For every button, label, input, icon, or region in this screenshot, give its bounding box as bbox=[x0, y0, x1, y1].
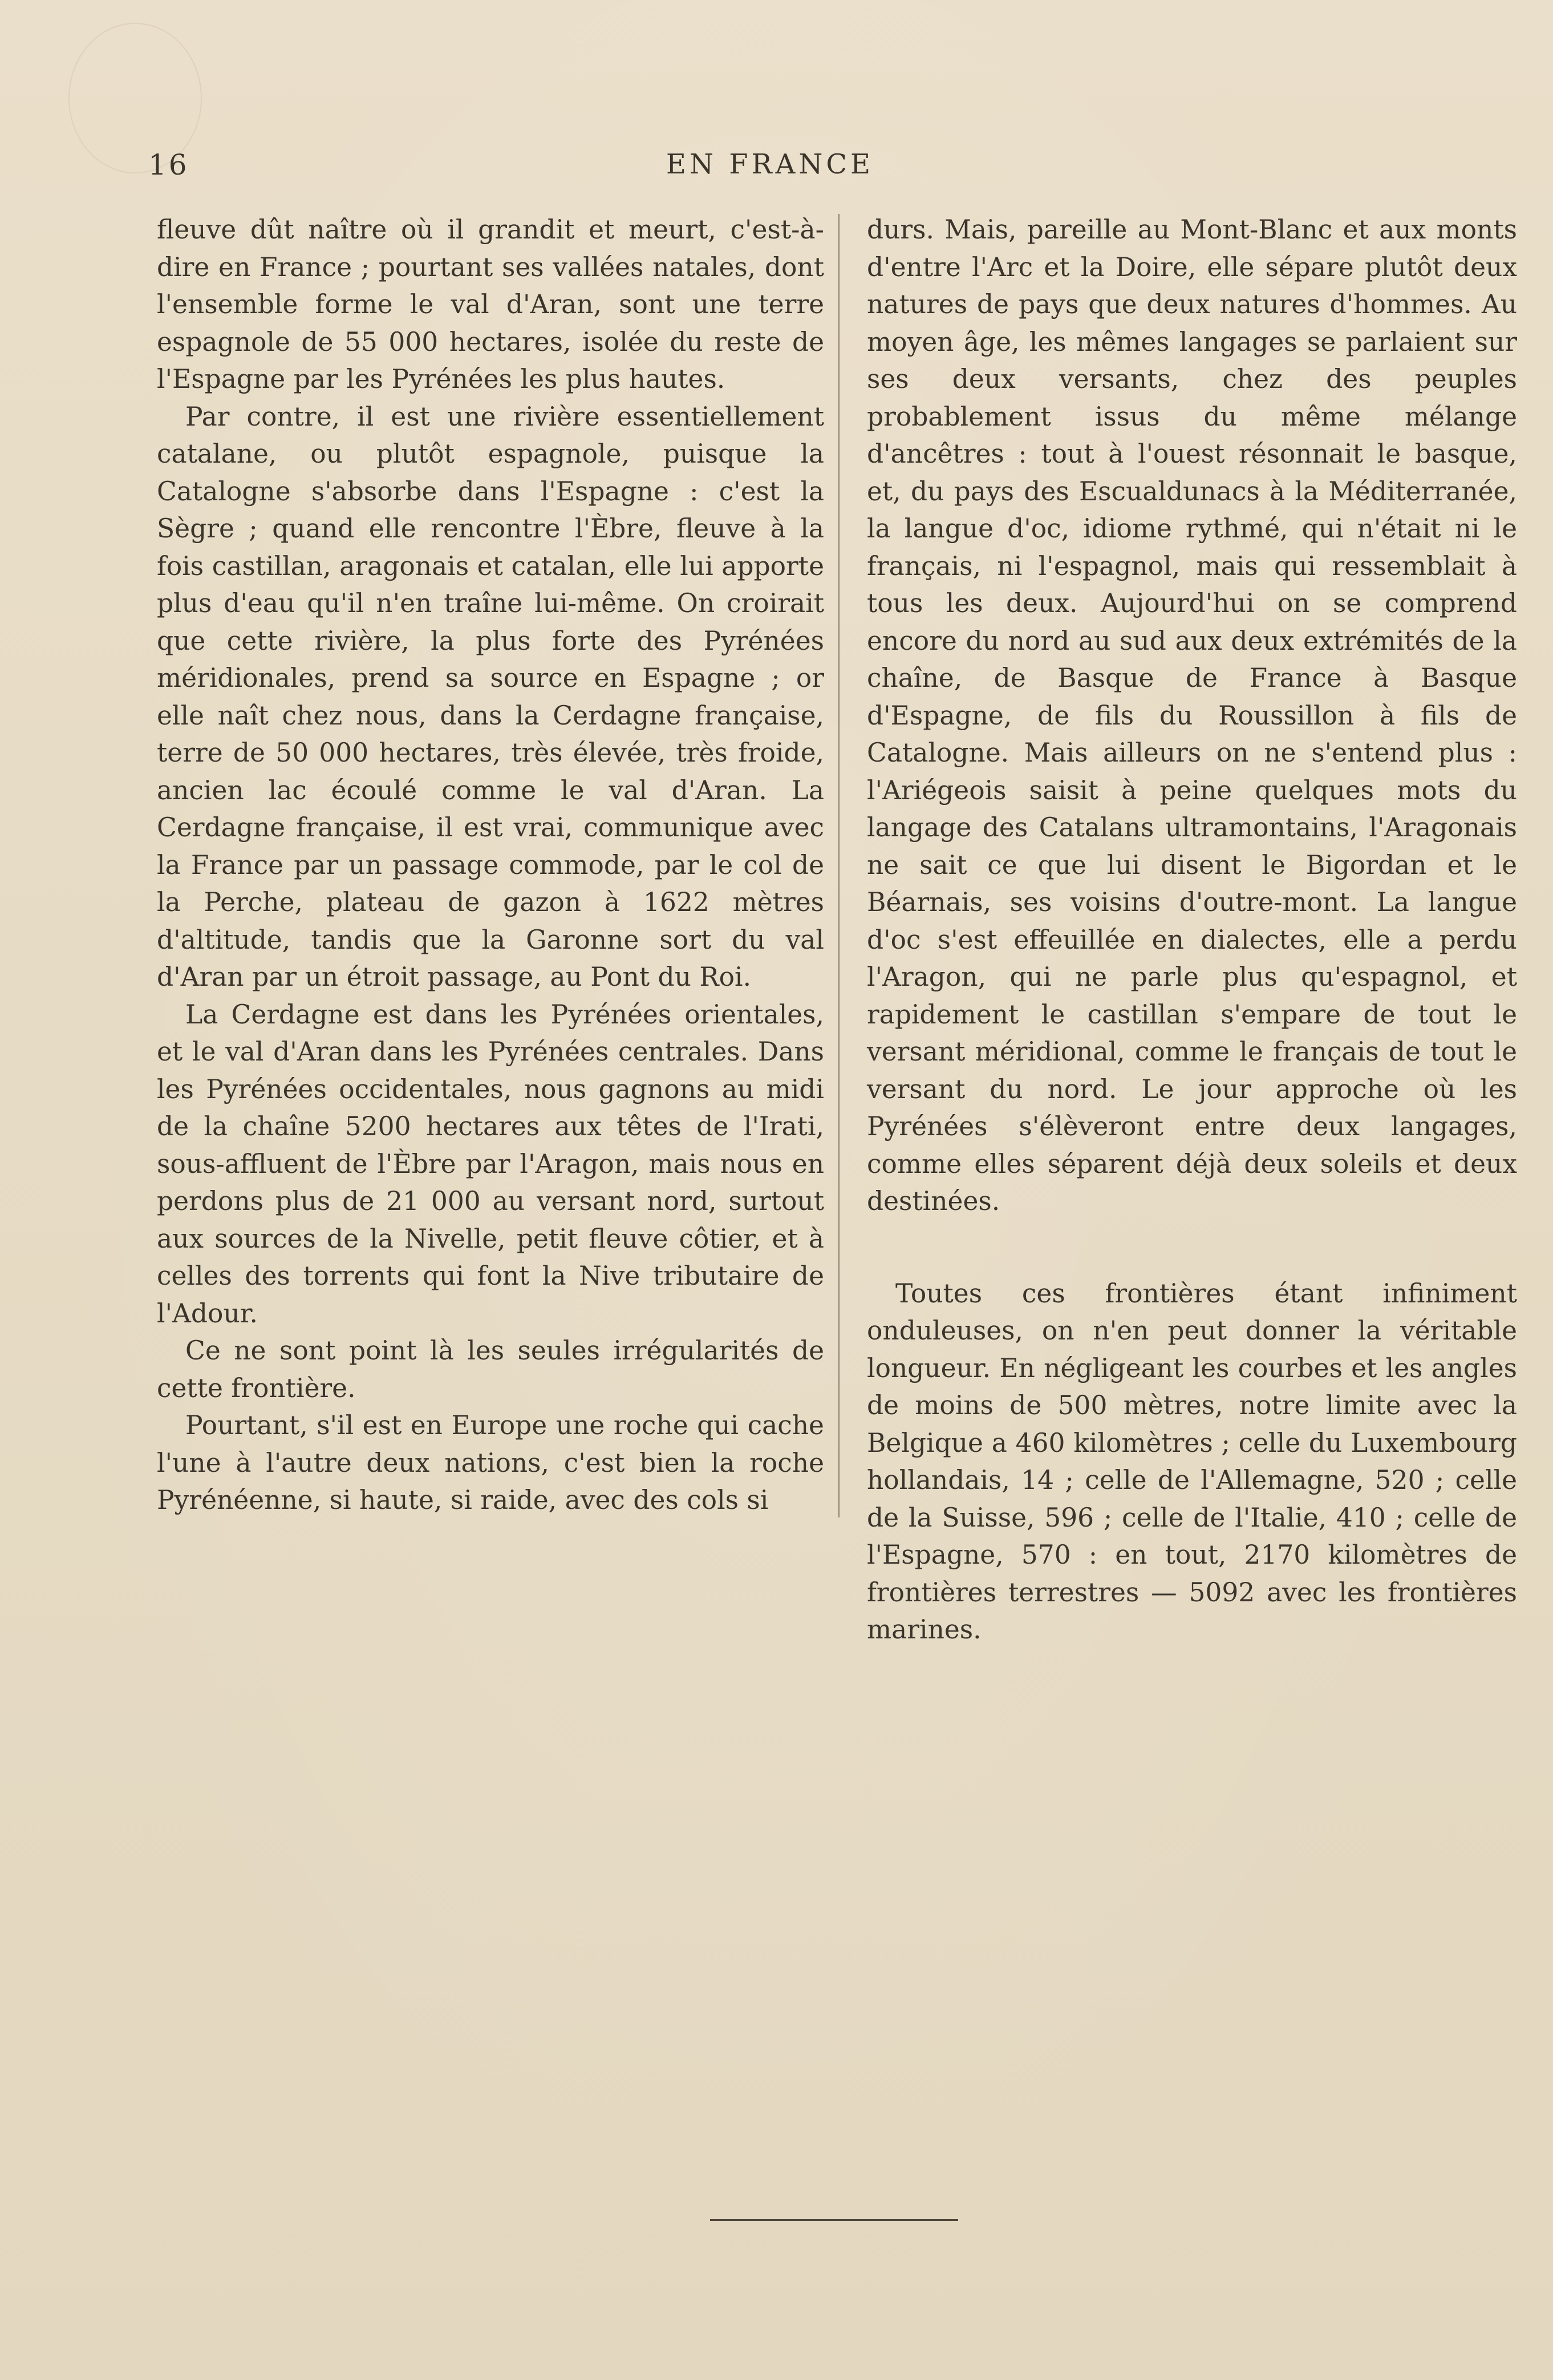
paragraph: La Cerdagne est dans les Pyrénées orientales, et le val d'Aran dans les Pyrénées centrales. Dans les Pyrénées occidentales, nous gagnons au midi de la chaîne 5200 hectares aux têtes de l'Irati, sous-affluent de l'Èbre par l'Aragon, mais nous en perdons plus de 21 000 au versant nord, surtout aux sources de la Nivelle, petit fleuve côtier, et à celles des torrents qui font la Nive tributaire de l'Adour. bbox=[157, 999, 824, 1329]
paragraph: fleuve dût naître où il grandit et meurt, c'est-à-dire en France ; pourtant ses vallées natales, dont l'ensemble forme le val d'Aran, sont une terre espagnole de 55 000 hectares, isolée du reste de l'Espagne par les Pyrénées les plus hautes. bbox=[157, 214, 824, 394]
paragraph: durs. Mais, pareille au Mont-Blanc et aux monts d'entre l'Arc et la Doire, elle sépare plutôt deux natures de pays que deux natures d'hommes. Au moyen âge, les mêmes langages se parlaient sur ses deux versants, chez des peuples probablement issus du même mélange d'ancêtres : tout à l'ouest résonnait le basque, et, du pays des Escualdunacs à la Méditerranée, la langue d'oc, idiome rythmé, qui n'était ni le français, ni l'espagnol, mais qui ressemblait à tous les deux. Aujourd'hui on se comprend encore du nord au sud aux deux extrémités de la chaîne, de Basque de France à Basque d'Espagne, de fils du Roussillon à fils de Catalogne. Mais ailleurs on ne s'entend plus : l'Ariégeois saisit à peine quelques mots du langage des Catalans ultramontains, l'Aragonais ne sait ce que lui disent le Bigordan et le Béarnais, ses voisins d'outre-mont. La langue d'oc s'est effeuillée en dialectes, elle a perdu l'Aragon, qui ne parle plus qu'espagnol, et rapidement le castillan s'empare de tout le versant méridional, comme le français de tout le versant du nord. Le jour approche où les Pyrénées s'élèveront entre deux langages, comme elles séparent déjà deux soleils et deux destinées. bbox=[867, 214, 1517, 1216]
end-rule bbox=[710, 2219, 958, 2221]
column-divider bbox=[838, 214, 840, 1517]
paragraph: Pourtant, s'il est en Europe une roche qui cache l'une à l'autre deux nations, c'est bien la roche Pyrénéenne, si haute, si raide, avec des cols si bbox=[157, 1410, 824, 1515]
left-column bbox=[157, 211, 824, 1519]
paragraph: Ce ne sont point là les seules irrégularités de cette frontière. bbox=[157, 1335, 824, 1403]
paragraph: Toutes ces frontières étant infiniment onduleuses, on n'en peut donner la véritable longueur. En négligeant les courbes et les angles de moins de 500 mètres, notre limite avec la Belgique a 460 kilomètres ; celle du Luxembourg hollandais, 14 ; celle de l'Allemagne, 520 ; celle de la Suisse, 596 ; celle de l'Italie, 410 ; celle de l'Espagne, 570 : en tout, 2170 kilomètres de frontières terrestres — 5092 avec les frontières marines. bbox=[867, 1278, 1517, 1645]
right-column bbox=[867, 211, 1517, 1649]
page-number: 16 bbox=[148, 148, 189, 181]
running-title: EN FRANCE bbox=[666, 148, 874, 180]
paragraph: Par contre, il est une rivière essentiellement catalane, ou plutôt espagnole, puisque la Catalogne s'absorbe dans l'Espagne : c'est la Sègre ; quand elle rencontre l'Èbre, fleuve à la fois castillan, aragonais et catalan, elle lui apporte plus d'eau qu'il n'en traîne lui-même. On croirait que cette rivière, la plus forte des Pyrénées méridionales, prend sa source en Espagne ; or elle naît chez nous, dans la Cerdagne française, terre de 50 000 hectares, très élevée, très froide, ancien lac écoulé comme le val d'Aran. La Cerdagne française, il est vrai, communique avec la France par un passage commode, par le col de la Perche, plateau de gazon à 1622 mètres d'altitude, tandis que la Garonne sort du val d'Aran par un étroit passage, au Pont du Roi. bbox=[157, 401, 824, 992]
running-head bbox=[148, 148, 1392, 183]
